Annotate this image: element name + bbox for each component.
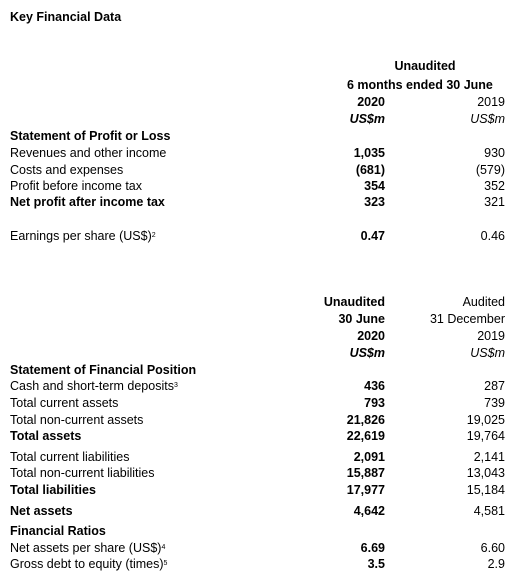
value-current: 793 [364, 396, 385, 410]
row-label: Revenues and other income [10, 146, 167, 160]
value-prior: 2.9 [487, 557, 505, 571]
value-prior: 4,581 [473, 504, 505, 518]
value-current: 3.5 [367, 557, 385, 571]
value-prior: 0.46 [480, 229, 505, 243]
row-label: Total non-current assets [10, 413, 144, 427]
value-prior: (579) [475, 163, 505, 177]
row-label [10, 557, 167, 572]
ratios-section-title: Financial Ratios [10, 524, 106, 538]
row-label-text: Gross debt to equity (times) [10, 557, 164, 571]
value-current: (681) [355, 163, 385, 177]
fp-unit-prior: US$m [470, 346, 505, 360]
row-label [10, 379, 178, 394]
pl-section-title: Statement of Profit or Loss [10, 129, 171, 143]
footnote-ref: 2 [151, 232, 156, 239]
value-current: 323 [364, 195, 385, 209]
value-prior: 321 [484, 195, 505, 209]
fp-year-prior: 2019 [477, 329, 505, 343]
footnote-ref: 5 [163, 560, 168, 567]
row-label: Costs and expenses [10, 163, 124, 177]
fp-section-title: Statement of Financial Position [10, 363, 197, 377]
pl-year-prior: 2019 [477, 95, 505, 109]
row-label [10, 541, 165, 556]
row-label: Total assets [10, 429, 82, 443]
row-label: Total current assets [10, 396, 119, 410]
value-prior: 6.60 [480, 541, 505, 555]
value-prior: 19,764 [466, 429, 505, 443]
eps-label-text: Earnings per share (US$) [10, 229, 152, 243]
pl-year-current: 2020 [357, 95, 385, 109]
fp-date-prior: 31 December [429, 312, 505, 326]
page-title: Key Financial Data [10, 10, 122, 24]
value-prior: 352 [484, 179, 505, 193]
value-current: 2,091 [353, 450, 385, 464]
value-current: 354 [364, 179, 385, 193]
value-prior: 19,025 [466, 413, 505, 427]
value-current: 15,887 [346, 466, 385, 480]
fp-year-current: 2020 [357, 329, 385, 343]
row-label: Profit before income tax [10, 179, 143, 193]
pl-unit-prior: US$m [470, 112, 505, 126]
row-label: Net assets [10, 504, 73, 518]
row-label-text: Net assets per share (US$) [10, 541, 162, 555]
value-prior: 13,043 [466, 466, 505, 480]
value-current: 0.47 [360, 229, 385, 243]
footnote-ref: 4 [161, 544, 166, 551]
row-label-text: Cash and short-term deposits [10, 379, 174, 393]
value-prior: 2,141 [473, 450, 505, 464]
value-prior: 15,184 [466, 483, 505, 497]
row-label: Total current liabilities [10, 450, 130, 464]
row-label: Total liabilities [10, 483, 96, 497]
row-label: Total non-current liabilities [10, 466, 155, 480]
value-current: 6.69 [360, 541, 385, 555]
row-label: Net profit after income tax [10, 195, 165, 209]
value-current: 17,977 [346, 483, 385, 497]
pl-unit-current: US$m [349, 112, 385, 126]
fp-date-current: 30 June [338, 312, 385, 326]
value-current: 4,642 [353, 504, 385, 518]
pl-period: 6 months ended 30 June [347, 78, 493, 92]
value-current: 22,619 [346, 429, 385, 443]
value-current: 21,826 [346, 413, 385, 427]
value-prior: 930 [484, 146, 505, 160]
fp-audit-status-prior: Audited [462, 295, 505, 309]
value-current: 1,035 [353, 146, 385, 160]
footnote-ref: 3 [173, 382, 178, 389]
fp-audit-status-current: Unaudited [323, 295, 385, 309]
value-current: 436 [364, 379, 385, 393]
eps-label [10, 229, 156, 244]
fp-unit-current: US$m [349, 346, 385, 360]
value-prior: 287 [484, 379, 505, 393]
value-prior: 739 [484, 396, 505, 410]
pl-audit-status: Unaudited [394, 59, 456, 73]
